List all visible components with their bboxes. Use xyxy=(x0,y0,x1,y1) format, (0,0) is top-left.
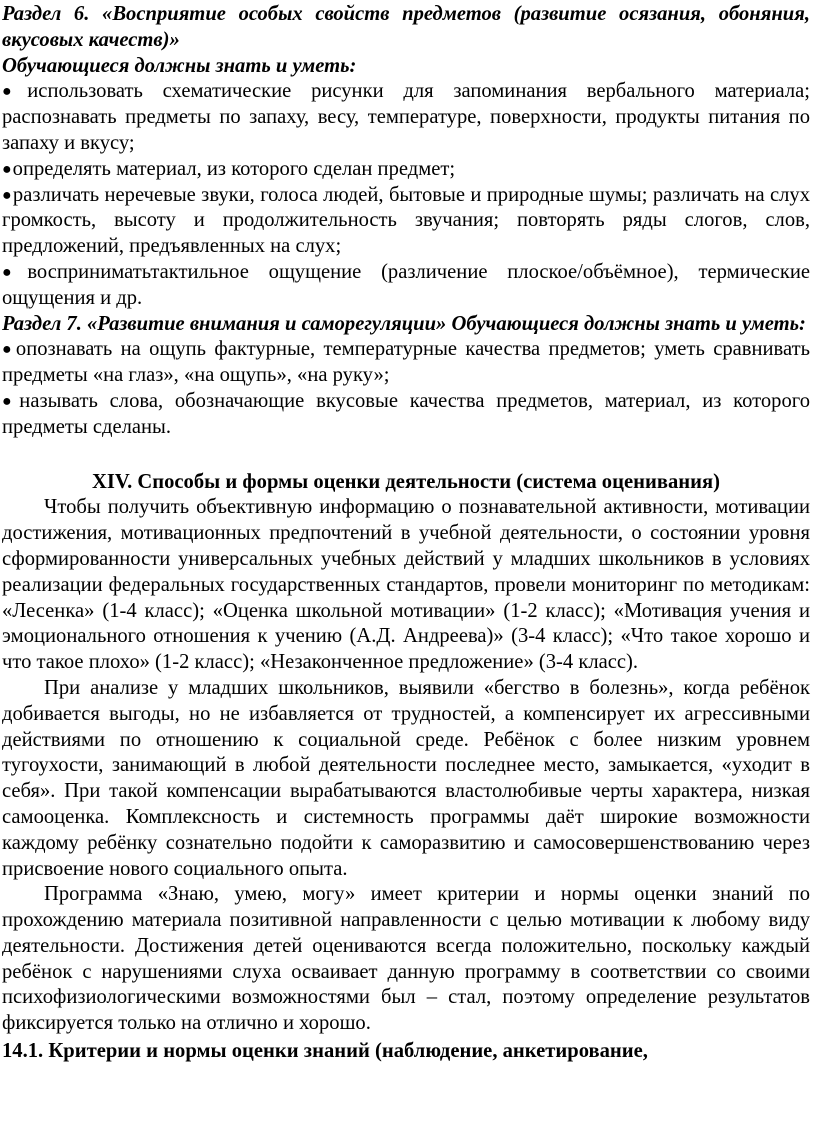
paragraph: При анализе у младших школьников, выявили «бегство в болезнь», когда ребёнок добивается выгоды, но не избавляется от трудностей, а компенсирует их агрессивными действиями по отношению к социальной среде. Ребёнок с более низким уровнем тугоухости, занимающий в любой деятельности последнее место, замыкается, «уходит в себя». При такой компенсации вырабатываются властолюбивые черты характера, низкая самооценка. Комплексность и системность программы даёт широкие возможности каждому ребёнку сознательно подойти к саморазвитию и самосовершенствованию через присвоение нового социального опыта. xyxy=(2,676,810,880)
section-6-know-label: Обучающиеся должны знать и уметь: xyxy=(2,54,357,77)
bullet-icon: ● xyxy=(2,160,12,178)
list-item: ●различать неречевые звуки, голоса людей, бытовые и природные шумы; различать на слух громкость, высоту и продолжительность звучания; повторять ряды слогов, слов, предложений, предъявленных на слух; xyxy=(2,183,810,258)
bullet-icon: ● xyxy=(2,341,15,359)
spacer xyxy=(2,441,810,465)
bullet-icon: ● xyxy=(2,186,12,204)
paragraph: Программа «Знаю, умею, могу» имеет критерии и нормы оценки знаний по прохождению материала позитивной направленности с целью мотивации к любому виду деятельности. Достижения детей оцениваются всегда положительно, поскольку каждый ребёнок с нарушениями слуха осваивает данную программу в соответствии со своими психофизиологическими возможностями был – стал, поэтому определение результатов фиксируется только на отлично и хорошо. xyxy=(2,883,810,1035)
list-item: ●опознавать на ощупь фактурные, температурные качества предметов; уметь сравнивать предметы «на глаз», «на ощупь», «на руку»; xyxy=(2,338,811,387)
section-6-title: Раздел 6. «Восприятие особых свойств предметов (развитие осязания, обоняния, вкусовых качеств)» xyxy=(2,3,810,51)
list-item: ●определять материал, из которого сделан предмет; xyxy=(2,157,456,180)
chapter-heading: XIV. Способы и формы оценки деятельности (система оценивания) xyxy=(91,470,720,493)
list-item: ●называть слова, обозначающие вкусовые качества предметов, материал, из которого предметы сделаны. xyxy=(2,389,810,438)
list-item: ●восприниматьтактильное ощущение (различение плоское/объёмное), термические ощущения и др. xyxy=(2,260,810,309)
section-7-title: Раздел 7. «Развитие внимания и саморегуляции» Обучающиеся должны знать и уметь: xyxy=(2,312,806,335)
bullet-icon: ● xyxy=(2,392,19,410)
bullet-icon: ● xyxy=(2,83,27,101)
subsection-heading: 14.1. Критерии и нормы оценки знаний (наблюдение, анкетирование, xyxy=(2,1040,648,1063)
paragraph: Чтобы получить объективную информацию о познавательной активности, мотивации достижения, мотивационных предпочтений в учебной деятельности, о состоянии уровня сформированности универсальных учебных действий у младших школьников в условиях реализации федеральных государственных стандартов, провели мониторинг по методикам: «Лесенка» (1-4 класс); «Оценка школьной мотивации» (1-2 класс); «Мотивация учения и эмоционального отношения к учению (А.Д. Андреева)» (3-4 класс); «Что такое хорошо и что такое плохо» (1-2 класс); «Незаконченное предложение» (3-4 класс). xyxy=(2,496,810,674)
bullet-icon: ● xyxy=(2,263,27,281)
list-item: ●использовать схематические рисунки для запоминания вербального материала; распознавать предметы по запаху, весу, температуре, поверхности, продукты питания по запаху и вкусу; xyxy=(2,80,810,154)
